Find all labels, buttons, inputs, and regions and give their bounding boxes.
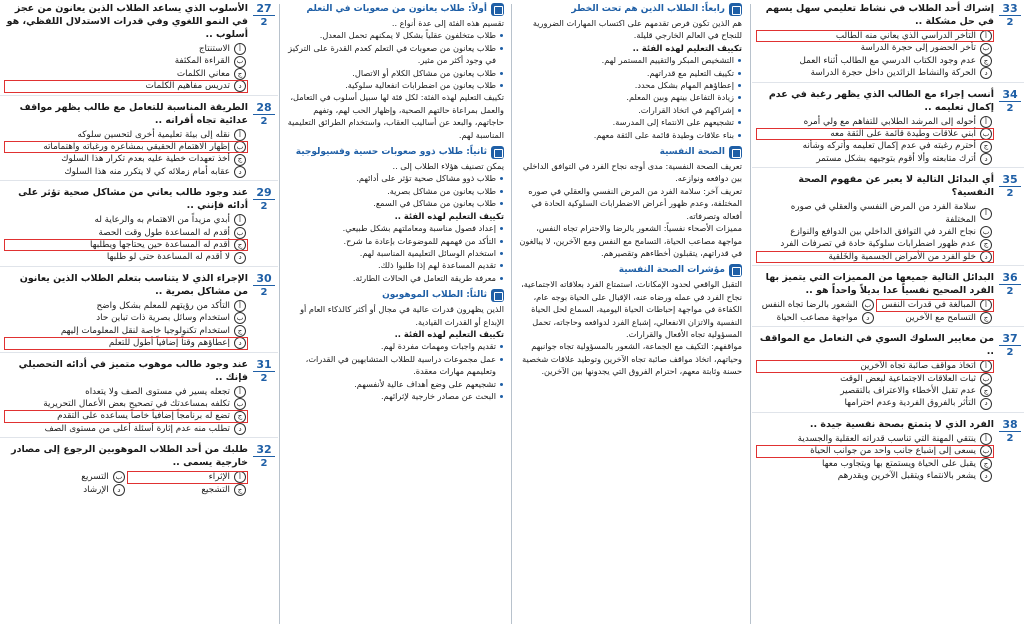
bullet-item: التأكد من فهمهم للموضوعات بإعادة ما شرح.: [286, 235, 504, 247]
section-title: رابعاً: الطلاب الذين هم تحت الخطر: [571, 4, 725, 14]
question-mark-value: 2: [260, 372, 268, 384]
options-list: [4, 43, 248, 93]
option-letter: ج: [234, 239, 246, 251]
option-text: أخذ تعهدات خطية عليه بعدم تكرار هذا السلوك: [61, 154, 230, 165]
option-letter: ب: [980, 445, 992, 457]
answer-option-selected[interactable]: [4, 239, 248, 251]
option-letter: ج: [234, 325, 246, 337]
option-text: المبالغة في قدرات النفس: [881, 300, 976, 311]
question-number-value: 36: [999, 272, 1021, 285]
section-heading: [518, 146, 742, 159]
question-text: الفرد الذي لا يتمتع بصحة نفسية جيدة ..: [809, 418, 994, 430]
answer-option[interactable]: [756, 140, 994, 152]
section-title: أولاً: طلاب يعانون من صعوبات في التعلم: [306, 4, 487, 14]
option-letter: أ: [234, 471, 246, 483]
option-letter: ب: [234, 227, 246, 239]
question-block: [752, 330, 1024, 413]
answer-option[interactable]: [756, 153, 994, 165]
option-text: مواجهة مصاعب الحياة: [776, 312, 858, 323]
question-text: الطريقة المناسبة للتعامل مع طالب يظهر مواقف عدائية تجاه أقرانه ..: [19, 101, 248, 126]
option-letter: أ: [980, 30, 992, 42]
notes-column-a: [280, 0, 510, 628]
answer-option-selected[interactable]: [756, 251, 994, 263]
option-text: الحركة والنشاط الزائدين داخل حجرة الدراسة: [810, 68, 976, 79]
options-list: [756, 299, 994, 324]
option-letter: ج: [234, 68, 246, 80]
answer-option[interactable]: [127, 484, 248, 496]
question-number: [999, 333, 1021, 358]
subheading: تكييف التعليم لهذه الفئة ..: [394, 328, 504, 339]
option-text: التشجيع: [201, 484, 230, 495]
option-text: أترك متابعته وألا أقوم بتوجيهه بشكل مستمر: [816, 153, 976, 164]
notes-section: [280, 286, 510, 404]
question-text: إشراك أحد الطلاب في نشاط تعليمي سهل يسهم في حل مشكلة ..: [765, 3, 994, 27]
option-letter: ب: [980, 373, 992, 385]
answer-option[interactable]: [4, 325, 248, 337]
question-mark-value: 2: [260, 286, 268, 298]
option-text: معاني الكلمات: [176, 68, 230, 79]
question-block: [0, 184, 278, 267]
option-letter: ج: [980, 458, 992, 470]
option-letter: أ: [234, 300, 246, 312]
question-text: عند وجود طالب يعاني من مشاكل صحية تؤثر على أدائه فإنني ..: [18, 187, 248, 212]
answer-option[interactable]: [4, 251, 248, 263]
option-text: تدريس مفاهيم الكلمات: [145, 81, 230, 92]
answer-option-selected[interactable]: [4, 410, 248, 422]
answer-option[interactable]: [4, 227, 248, 239]
question-text: عند وجود طالب موهوب متميز في أدائه التحصيلي فإنك ..: [18, 358, 248, 383]
option-text: إظهار الاهتمام الحقيقي بمشاعره ورغباته واهتماماته: [43, 142, 230, 153]
options-list: [4, 214, 248, 264]
option-text: إعطاؤهم وقتاً إضافياً أطول للتعلم: [108, 338, 230, 349]
option-text: ينتقي المهنة التي تناسب قدراته العقلية والجسدية: [797, 433, 976, 444]
option-text: أبدي مزيداً من الاهتمام به والرعاية له: [94, 215, 230, 226]
option-letter: ب: [234, 398, 246, 410]
option-text: استخدام تكنولوجيا خاصة لنقل المعلومات إليهم: [60, 325, 230, 336]
question-number: [999, 419, 1021, 444]
answer-option[interactable]: [4, 43, 248, 55]
question-text: من معايير السلوك السوي في التعامل مع المواقف ..: [759, 333, 994, 358]
answer-option[interactable]: [758, 312, 876, 324]
answer-option[interactable]: [876, 312, 994, 324]
option-letter: أ: [980, 360, 992, 372]
option-letter: أ: [980, 208, 992, 220]
options-list: [4, 129, 248, 179]
bullet-item: البحث عن مصادر خارجية لإثرائهم.: [286, 390, 504, 402]
bullet-item: تشجيعهم على وضع أهداف عالية لأنفسهم.: [286, 378, 504, 390]
question-mark-value: 2: [1006, 102, 1014, 114]
question-text: أي البدائل التالية لا يعبر عن مفهوم الصحة النفسية؟: [798, 174, 994, 199]
question-number-value: 32: [253, 444, 275, 457]
option-text: أبني علاقات وطيدة قائمة على الثقة معه: [830, 129, 976, 140]
section-title: ثالثاً: الطلاب الموهوبون: [382, 290, 487, 301]
question-block: [752, 416, 1024, 485]
answer-option-selected[interactable]: [127, 471, 248, 483]
answer-option[interactable]: [756, 470, 994, 482]
bullet-item: معرفة طريقة التعامل في الحالات الطارئة.: [286, 272, 504, 284]
section-title: الصحة النفسية: [659, 147, 725, 158]
option-letter: ب: [234, 312, 246, 324]
options-list: [4, 386, 248, 436]
option-letter: أ: [234, 129, 246, 141]
question-mark-value: 2: [1006, 432, 1014, 444]
option-letter: ج: [234, 154, 246, 166]
section-heading: [518, 3, 742, 16]
question-number: [999, 89, 1021, 114]
notes-section: [280, 143, 510, 286]
option-letter: ب: [234, 56, 246, 68]
question-block: [0, 270, 278, 353]
answer-option[interactable]: [756, 433, 994, 445]
notes-section: [512, 143, 748, 261]
options-list: [756, 30, 994, 80]
book-icon: [491, 289, 504, 302]
paragraph: مواقفهم: التكيف مع الجماعة، الشعور بالمسؤولية تجاه جوانبهم وحياتهم، اتخاذ مواقف صائبة تجاه الآخرين وتوطيد علاقات شخصية حسنة وثابتة معهم، احترام الفروق التي يجدونها بين الآخرين.: [522, 341, 742, 377]
option-letter: ب: [862, 299, 874, 311]
question-number: [253, 102, 275, 127]
answer-option[interactable]: [756, 397, 994, 409]
question-mark-value: 2: [1006, 286, 1014, 298]
answer-option[interactable]: [4, 153, 248, 165]
options-list: [756, 116, 994, 166]
option-letter: ب: [980, 43, 992, 55]
paragraph: تكييف التعليم لهذه الفئة: لكل فئة لها سبيل أسلوب في التعامل، والعمل بمراعاة حالتهم الصحية، وإظهار الحب لهم، وتفهم حاجاتهم، والبعد عن أساليب العقاب، واستخدام الطرائق التعليمية المناسبة لهم.: [287, 92, 504, 140]
question-block: [752, 0, 1024, 83]
answer-option[interactable]: [6, 484, 127, 496]
notes-section: [512, 261, 748, 379]
option-text: يشعر بالانتماء ويتقبل الآخرين ويقدرهم: [837, 470, 976, 481]
options-list: [756, 433, 994, 483]
option-text: سلامة الفرد من المرض النفسي والعقلي في صوره المختلفة: [790, 202, 976, 225]
answer-option-selected[interactable]: [756, 128, 994, 140]
option-text: الإرشاد: [83, 484, 109, 495]
answer-option[interactable]: [4, 300, 248, 312]
answer-option-selected[interactable]: [756, 445, 994, 457]
answer-option-selected[interactable]: [4, 141, 248, 153]
option-text: التأخر الدراسي الذي يعاني منه الطالب: [835, 31, 976, 41]
paragraph: هم الذين تكون فرص تقدمهم على اكتساب المهارات الضرورية للنجاح في العالم الخارجي قليلة.: [532, 18, 742, 41]
question-block: [0, 0, 278, 96]
bullet-item: تقديم المساعدة لهم إذا طلبوا ذلك.: [286, 259, 504, 271]
question-block: [752, 86, 1024, 169]
option-letter: د: [980, 153, 992, 165]
section-title: ثانياً: طلاب ذوو صعوبات حسية وفسيولوجية: [295, 147, 487, 158]
paragraph: الذين يظهرون قدرات عالية في مجال أو أكثر كالذكاء العام أو الإبداع أو القدرات القيادية.: [300, 304, 504, 327]
bullet-item: إشراكهم في اتخاذ القرارات.: [518, 104, 742, 116]
bullet-item: إعطاؤهم المهام بشكل محدد.: [518, 79, 742, 91]
option-text: يقبل على الحياة ويستمتع بها ويتجاوب معها: [822, 458, 976, 469]
answer-option[interactable]: [4, 166, 248, 178]
question-number: [253, 3, 275, 28]
notes-column-b: [512, 0, 748, 628]
bullet-item: بناء علاقات وطيدة قائمة على الثقة معهم.: [518, 129, 742, 141]
answer-option[interactable]: [756, 67, 994, 79]
column-divider: [511, 4, 512, 624]
bullet-item: زيادة التفاعل بينهم وبين المعلم.: [518, 91, 742, 103]
answer-option[interactable]: [4, 129, 248, 141]
question-number: [253, 444, 275, 469]
question-number: [253, 359, 275, 384]
option-text: عدم ظهور اضطرابات سلوكية حادة في تصرفات الفرد: [780, 239, 976, 250]
paragraph: التقبل الواقعي لحدود الإمكانات، استمتاع الفرد بعلاقاته الاجتماعية، نجاح الفرد في عمله ورضاه عنه، الإقبال على الحياة بوجه عام، الكفاءة في مواجهة إحباطات الحياة اليومية، السماع لحل الحياة النفسية والاتزان الانفعالي، إشباع الفرد لدوافعه وحاجاته، تحمل المسؤولية تجاه الأفعال والقرارات.: [521, 279, 742, 339]
question-block: [752, 171, 1024, 266]
option-letter: د: [980, 398, 992, 410]
column-divider: [279, 4, 280, 624]
question-text: طلبك من أحد الطلاب الموهوبين الرجوع إلى مصادر خارجية يسمى ..: [11, 444, 248, 469]
option-text: أحترم رغبته في عدم إكمال تعليمه وأتركه وشأنه: [802, 141, 976, 152]
answer-option-selected[interactable]: [756, 360, 994, 372]
paragraph: تقسيم هذه الفئة إلى عدة أنواع ..: [391, 18, 504, 28]
bullet-item: تقديم واجبات ومهمات مفردة لهم.: [286, 340, 504, 352]
option-letter: أ: [980, 116, 992, 128]
answer-option[interactable]: [756, 458, 994, 470]
option-letter: د: [862, 312, 874, 324]
bullet-item: عمل مجموعات دراسية للطلاب المتشابهين في القدرات، وتعليمهم مهارات معقدة.: [286, 353, 504, 378]
option-text: لا أقدم له المساعدة حتى لو طلبها: [106, 252, 230, 263]
notes-section: [280, 0, 510, 143]
question-number-value: 27: [253, 3, 275, 16]
answer-option[interactable]: [756, 226, 994, 238]
option-text: عدم تقبل الأخطاء والاعتراف بالتقصير: [840, 385, 976, 396]
option-text: التأثر بالفروق الفردية وعدم احترامها: [844, 398, 976, 409]
options-list: [756, 201, 994, 263]
question-number-value: 28: [253, 102, 275, 115]
question-mark-value: 2: [1006, 347, 1014, 359]
question-number-value: 31: [253, 359, 275, 372]
question-number: [253, 187, 275, 212]
answer-option[interactable]: [4, 386, 248, 398]
option-text: عقابه أمام زملائه كي لا يتكرر منه هذا السلوك: [64, 166, 230, 177]
options-list: [4, 471, 248, 496]
answer-option-selected[interactable]: [4, 80, 248, 92]
bullet-item: طلاب يعانون من صعوبات في التعلم كعدم القدرة على التركيز في وجود أكثر من مثير.: [286, 42, 504, 67]
question-text: الأسلوب الذي يساعد الطلاب الذين يعانون من عجز في النمو اللغوي وفي قدرات الاستدلال اللفظي، هو أسلوب ..: [6, 3, 248, 40]
option-letter: ج: [980, 55, 992, 67]
question-mark-value: 2: [1006, 188, 1014, 200]
question-number: [999, 272, 1021, 297]
question-mark-value: 2: [260, 201, 268, 213]
option-letter: د: [980, 251, 992, 263]
option-letter: ج: [234, 484, 246, 496]
question-number-value: 34: [999, 89, 1021, 102]
bullet-item: طلاب يعانون من مشاكل في السمع.: [286, 197, 504, 209]
bullet-item: استخدام الوسائل التعليمية المناسبة لهم.: [286, 247, 504, 259]
question-number-value: 38: [999, 419, 1021, 432]
option-letter: ب: [980, 226, 992, 238]
question-text: أنسب إجراء مع الطالب الذي يظهر رغبة في عدم إكمال تعليمه ..: [768, 88, 994, 113]
answer-option-selected[interactable]: [756, 30, 994, 42]
answer-option[interactable]: [6, 471, 127, 483]
question-number-value: 29: [253, 187, 275, 200]
option-text: الإثراء: [208, 472, 230, 483]
bullet-item: طلاب يعانون من اضطرابات انفعالية سلوكية.: [286, 79, 504, 91]
question-number: [999, 174, 1021, 199]
option-letter: د: [980, 470, 992, 482]
subheading: تكييف التعليم لهذه الفئة ..: [394, 210, 504, 221]
question-mark-value: 2: [1006, 17, 1014, 28]
option-letter: أ: [980, 433, 992, 445]
option-text: التسريع: [81, 472, 109, 483]
question-number-value: 37: [999, 333, 1021, 346]
option-letter: د: [234, 252, 246, 264]
answer-option[interactable]: [756, 385, 994, 397]
option-text: تضع له برنامجاً إضافياً خاصاً يساعده على التقدم: [57, 411, 230, 422]
option-text: اتخاذ مواقف صائبة تجاه الآخرين: [860, 361, 976, 372]
option-letter: ب: [980, 128, 992, 140]
question-block: [0, 356, 278, 439]
answer-option[interactable]: [4, 423, 248, 435]
option-letter: د: [234, 166, 246, 178]
question-mark-value: 2: [260, 115, 268, 127]
option-text: الشعور بالرضا تجاه النفس: [761, 300, 858, 311]
option-text: أقدم له المساعدة طول وقت الحصة: [98, 227, 230, 238]
question-block: [0, 99, 278, 182]
section-heading: [518, 264, 742, 277]
option-text: يسعى إلى إشباع جانب واحد من جوانب الحياة: [810, 446, 976, 457]
option-letter: د: [234, 423, 246, 435]
option-letter: أ: [234, 386, 246, 398]
question-block: [0, 441, 278, 498]
bullet-item: طلاب يعانون من مشاكل الكلام أو الاتصال.: [286, 67, 504, 79]
option-letter: أ: [234, 43, 246, 55]
book-icon: [491, 146, 504, 159]
answer-option[interactable]: [4, 312, 248, 324]
option-letter: أ: [234, 214, 246, 226]
question-mark-value: 2: [260, 17, 268, 28]
option-text: تأخر الحضور إلى حجرة الدراسة: [860, 43, 976, 54]
answer-option-selected[interactable]: [876, 299, 994, 311]
options-list: [756, 360, 994, 410]
bullet-item: طلاب متخلفون عقلياً بشكل لا يمكنهم تحمل المعدل.: [286, 29, 504, 41]
notes-section: [512, 0, 748, 143]
option-letter: أ: [980, 299, 992, 311]
paragraph: تعريف آخر: سلامة الفرد من المرض النفسي والعقلي في صوره المختلفة، وعدم ظهور أعراض الاضطرابات السلوكية الحادة في أفعاله وتصرفاته.: [528, 185, 742, 221]
question-text: الإجراء الذي لا يتناسب بتعلم الطلاب الذين يعانون من مشاكل بصرية ..: [19, 272, 248, 297]
option-letter: ج: [980, 312, 992, 324]
answer-option[interactable]: [756, 373, 994, 385]
answer-option[interactable]: [4, 214, 248, 226]
answer-option[interactable]: [756, 42, 994, 54]
option-text: تكلفه بمساعدتك في تصحيح بعض الأعمال التحريرية: [43, 398, 230, 409]
answer-option[interactable]: [756, 116, 994, 128]
options-list: [4, 300, 248, 350]
option-letter: ب: [234, 141, 246, 153]
option-text: القراءة المكثفة: [174, 56, 230, 67]
option-letter: د: [980, 67, 992, 79]
paragraph: يمكن تصنيف هؤلاء الطلاب إلى ..: [392, 161, 504, 172]
bullet-item: تكييف التعليم مع قدراتهم.: [518, 67, 742, 79]
question-number-value: 33: [999, 3, 1021, 16]
answer-option[interactable]: [756, 55, 994, 67]
option-letter: ج: [234, 411, 246, 423]
bullet-item: طلاب يعانون من مشاكل بصرية.: [286, 185, 504, 197]
questions-column-right: [752, 0, 1024, 628]
question-number: [253, 273, 275, 298]
question-number-value: 30: [253, 273, 275, 286]
option-text: خلو الفرد من الأمراض الجسمية والخَلقية: [828, 251, 976, 262]
option-letter: ج: [980, 141, 992, 153]
section-heading: [286, 3, 504, 16]
option-text: أحوله إلى المرشد الطلابي للتفاهم مع ولي أمره: [803, 116, 976, 127]
section-heading: [286, 289, 504, 302]
bullet-item: التشخيص المبكر والتقييم المستمر لهم.: [518, 54, 742, 66]
paragraph: مميزات الأصحاء نفسياً: الشعور بالرضا والاحترام تجاه النفس، مواجهة مصاعب الحياة، التسامح مع النفس ومع الآخرين، لا يبالغون في قدراتهم، يتقبلون أخطاءهم وتقصيرهم.: [519, 223, 742, 258]
question-number: [999, 3, 1021, 28]
option-text: التأكد من رؤيتهم للمعلم بشكل واضح: [96, 300, 230, 311]
book-icon: [729, 3, 742, 16]
option-text: نجاح الفرد في التوافق الداخلي بين الدوافع والنوازع: [790, 227, 976, 238]
answer-option[interactable]: [756, 238, 994, 250]
option-text: عدم وجود الكتاب الدرسي مع الطالب أثناء العمل: [799, 55, 976, 66]
question-number-value: 35: [999, 174, 1021, 187]
book-icon: [729, 264, 742, 277]
option-text: تجعله يسير في مستوى الصف ولا يتعداه: [85, 386, 230, 397]
book-icon: [491, 3, 504, 16]
bullet-item: طلاب ذوو مشاكل صحية تؤثر على أدائهم.: [286, 172, 504, 184]
option-letter: د: [113, 484, 125, 496]
option-text: التسامح مع الآخرين: [905, 312, 976, 323]
section-title: مؤشرات الصحة النفسية: [618, 265, 725, 276]
answer-option[interactable]: [4, 55, 248, 67]
option-text: نقله إلى بيئة تعليمية أخرى لتحسين سلوكه: [77, 129, 230, 140]
option-letter: ج: [980, 385, 992, 397]
option-text: تطلب منه عدم إثارة أسئلة أعلى من مستوى الصف: [44, 423, 230, 434]
option-letter: ج: [980, 239, 992, 251]
bullet-item: تشجيعهم على الانتماء إلى المدرسة.: [518, 116, 742, 128]
option-letter: د: [234, 337, 246, 349]
bullet-item: إعداد فصول مناسبة ومعاملتهم بشكل طبيعي.: [286, 222, 504, 234]
question-block: [752, 269, 1024, 327]
answer-option[interactable]: [758, 299, 876, 311]
option-text: ثبات العلاقات الاجتماعية لبعض الوقت: [840, 373, 976, 384]
answer-option-selected[interactable]: [4, 337, 248, 349]
option-text: أقدم له المساعدة حين يحتاجها ويطلبها: [90, 240, 230, 251]
questions-column-left: [0, 0, 278, 628]
question-text: البدائل التالية جميعها من المميزات التي يتميز بها الفرد الصحيح نفسياً عدا بديلاً واحداً هو ..: [765, 272, 994, 297]
column-divider: [750, 4, 751, 624]
book-icon: [729, 146, 742, 159]
answer-option[interactable]: [756, 201, 994, 226]
section-heading: [286, 146, 504, 159]
option-text: استخدام وسائل بصرية ذات تباين حاد: [96, 313, 230, 324]
answer-option[interactable]: [4, 68, 248, 80]
answer-option[interactable]: [4, 398, 248, 410]
question-mark-value: 2: [260, 458, 268, 470]
option-text: الاستنتاج: [198, 44, 230, 54]
option-letter: د: [234, 80, 246, 92]
option-letter: ب: [113, 471, 125, 483]
subheading: تكييف التعليم لهذه الفئة ..: [632, 42, 742, 53]
paragraph: تعريف الصحة النفسية: مدى أوجه نجاح الفرد في التوافق الداخلي بين دوافعه ونوازعه.: [522, 161, 742, 184]
